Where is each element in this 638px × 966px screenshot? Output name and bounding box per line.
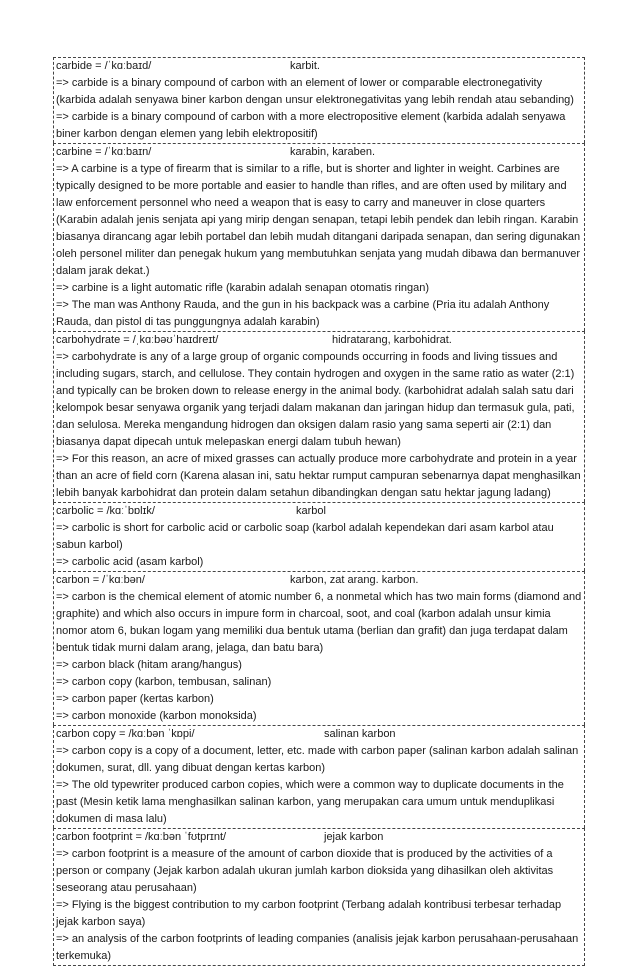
entry-heading [56,332,583,349]
entry-term: carbon = /ˈkɑːbən/ [56,574,145,586]
entry-line: => carbon copy is a copy of a document, letter, etc. made with carbon paper (salinan karbon adalah salinan dokumen, surat, dll. yang dibuat dengan kertas karbon) [56,745,579,774]
entry-carbine [53,143,585,331]
entry-line: => carbohydrate is any of a large group of organic compounds occurring in foods and living tissues and including sugars, starch, and cellulose. They contain hydrogen and oxygen in the same ratio as water (2:1) and typically can be broken down to release energy in the animal body. (karbohidrat adalah salah satu dari kelompok besar senyawa organik yang terjadi dalam makanan dan jaringan hidup dan termasuk gula, pati, dan selulosa. Mereka mengandung hidrogen dan oksigen dalam rasio yang sama seperti air (2:1) dan biasanya dapat dipecah untuk melepaskan energi dalam tubuh hewan) [56,351,575,448]
entry-translation: karabin, karaben. [290,146,375,158]
entry-carbon-footprint [53,828,585,966]
entry-term: carbohydrate = /ˌkɑːbəʊˈhaɪdreɪt/ [56,334,219,346]
entry-term: carbon copy = /kɑːbən ˈkɒpi/ [56,728,195,740]
entry-line: => carbide is a binary compound of carbon with an element of lower or comparable electronegativity (karbida adalah senyawa biner karbon dengan unsur elektronegativitas yang lebih rendah atau sebanding) [56,77,574,106]
entry-translation: jejak karbon [324,831,384,843]
entry-translation: hidratarang, karbohidrat. [332,334,452,346]
entry-translation: salinan karbon [324,728,396,740]
entry-line: => carbolic acid (asam karbol) [56,556,204,568]
entry-translation: karbon, zat arang. karbon. [290,574,419,586]
entry-carbohydrate [53,331,585,502]
entry-carbolic [53,502,585,571]
entry-translation: karbit. [290,60,320,72]
entry-carbon [53,571,585,725]
entry-heading [56,58,583,75]
entry-line: => carbon paper (kertas karbon) [56,693,214,705]
entry-carbon-copy [53,725,585,828]
entry-line: => A carbine is a type of firearm that is similar to a rifle, but is shorter and lighter in weight. Carbines are typically designed to be more portable and easier to handle than rifles, and are often used by military and law enforcement personnel who need a weapon that is easy to carry and maneuver in close quarters (Karabin adalah jenis senjata api yang mirip dengan senapan, tetapi lebih pendek dan lebih ringan. Karabin biasanya dirancang agar lebih portabel dan lebih mudah ditangani daripada senapan, dan sering digunakan oleh personel militer dan penegak hukum yang membutuhkan senjata yang mudah dibawa dan bermanuver dalam jarak dekat.) [56,163,581,277]
entry-heading [56,572,583,589]
entry-line: => For this reason, an acre of mixed grasses can actually produce more carbohydrate and protein in a year than an acre of field corn (Karena alasan ini, satu hektar rumput campuran sebenarnya dapat menghasilkan lebih banyak karbohidrat dan protein dalam setahun dibandingkan dengan satu hektar jagung ladang) [56,453,581,499]
dictionary-page [53,57,585,966]
entry-term: carbon footprint = /kɑːbən ˈfʊtprɪnt/ [56,831,227,843]
entry-line: => carbine is a light automatic rifle (karabin adalah senapan otomatis ringan) [56,282,429,294]
entry-line: => Flying is the biggest contribution to my carbon footprint (Terbang adalah kontribusi terbesar terhadap jejak karbon saya) [56,899,562,928]
entry-term: carbide = /ˈkɑːbaɪd/ [56,60,152,72]
entry-line: => carbolic is short for carbolic acid or carbolic soap (karbol adalah kependekan dari asam karbol atau sabun karbol) [56,522,554,551]
entry-line: => an analysis of the carbon footprints of leading companies (analisis jejak karbon perusahaan-perusahaan terkemuka) [56,933,579,962]
entry-heading [56,144,583,161]
entry-line: => carbon footprint is a measure of the amount of carbon dioxide that is produced by the activities of a person or company (Jejak karbon adalah ukuran jumlah karbon dioksida yang dihasilkan oleh aktivitas seseorang atau perusahaan) [56,848,554,894]
entry-heading [56,726,583,743]
entry-line: => carbon copy (karbon, tembusan, salinan) [56,676,272,688]
entry-line: => The old typewriter produced carbon copies, which were a common way to duplicate documents in the past (Mesin ketik lama menghasilkan salinan karbon, yang merupakan cara umum untuk menduplikasi dokumen di masa lalu) [56,779,564,825]
entry-carbide [53,57,585,143]
entry-heading [56,829,583,846]
entry-line: => The man was Anthony Rauda, and the gun in his backpack was a carbine (Pria itu adalah Anthony Rauda, dan pistol di tas punggungnya adalah karabin) [56,299,550,328]
entry-line: => carbide is a binary compound of carbon with a more electropositive element (karbida adalah senyawa biner karbon dengan elemen yang lebih elektropositif) [56,111,566,140]
entry-line: => carbon monoxide (karbon monoksida) [56,710,257,722]
entry-line: => carbon black (hitam arang/hangus) [56,659,242,671]
entry-line: => carbon is the chemical element of atomic number 6, a nonmetal which has two main forms (diamond and graphite) and which also occurs in impure form in charcoal, soot, and coal (karbon adalah unsur kimia nomor atom 6, bukan logam yang memiliki dua bentuk utama (berlian dan grafit) dan juga terdapat dalam bentuk tidak murni dalam arang, jelaga, dan batu bara) [56,591,582,654]
entry-term: carbine = /ˈkɑːbaɪn/ [56,146,152,158]
entry-heading [56,503,583,520]
entry-term: carbolic = /kɑːˈbɒlɪk/ [56,505,155,517]
entry-translation: karbol [296,505,326,517]
